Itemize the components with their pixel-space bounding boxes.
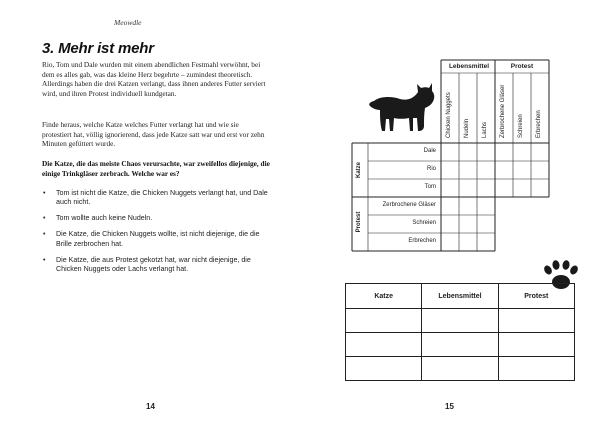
clue-item: • Tom ist nicht die Katze, die Chicken Nuggets verlangt hat, und Dale auch nicht.	[42, 189, 274, 208]
clue-item: • Die Katze, die Chicken Nuggets wollte, ist nicht diejenige, die die Brille zerbrochen hat.	[42, 230, 274, 249]
solution-header-protest: Protest	[498, 284, 574, 309]
solution-cell[interactable]	[498, 309, 574, 333]
column-group-lebensmittel: Lebensmittel	[448, 63, 490, 70]
solution-table	[345, 283, 575, 381]
intro-paragraph: Rio, Tom und Dale wurden mit einem abendlichen Festmahl verwöhnt, bei dem es alles gab, was das kleine Herz begehrte – zumindest theoretisch. Allerdings haben die drei Katzen verlangt, dass ihnen anderes Futter serviert wird, und ihren Protest individuell kundgetan.	[42, 60, 266, 98]
table-row	[346, 357, 575, 381]
column-label-nudeln: Nudeln	[464, 118, 470, 138]
row-label-dale: Dale	[423, 148, 436, 154]
solution-cell[interactable]	[346, 333, 422, 357]
row-group-protest: Protest	[356, 211, 362, 233]
clue-list	[42, 189, 274, 281]
grid-lines	[352, 60, 549, 251]
solution-header-row	[346, 284, 575, 309]
row-label-zerbrochene-glaeser: Zerbrochene Gläser	[382, 202, 436, 208]
row-group-katze: Katze	[356, 161, 362, 179]
column-label-zerbrochene-glaeser: Zerbrochene Gläser	[500, 84, 506, 138]
solution-cell[interactable]	[498, 357, 574, 381]
page-number-right: 15	[445, 402, 454, 411]
chapter-title: 3. Mehr ist mehr	[42, 40, 154, 57]
table-row	[346, 333, 575, 357]
table-row	[346, 309, 575, 333]
column-group-protest: Protest	[510, 63, 534, 70]
solution-cell[interactable]	[346, 357, 422, 381]
solution-header-katze: Katze	[346, 284, 422, 309]
clue-item: • Die Katze, die aus Protest gekotzt hat, war nicht diejenige, die Chicken Nuggets oder Lachs verlangt hat.	[42, 256, 274, 275]
running-head: Meowdle	[114, 18, 142, 27]
clue-item: • Tom wollte auch keine Nudeln.	[42, 214, 274, 223]
cat-silhouette-icon	[369, 83, 434, 131]
row-label-tom: Tom	[424, 184, 436, 190]
solution-cell[interactable]	[422, 357, 498, 381]
solution-cell[interactable]	[422, 309, 498, 333]
column-label-chicken-nuggets: Chicken Nuggets	[446, 92, 452, 138]
solution-cell[interactable]	[498, 333, 574, 357]
page-number-left: 14	[146, 402, 155, 411]
right-page	[300, 0, 600, 426]
puzzle-question: Die Katze, die das meiste Chaos verursachte, war zweifellos diejenige, die einige Trinkgläser zerbrach. Welche war es?	[42, 159, 270, 178]
row-label-schreien: Schreien	[412, 220, 436, 226]
solution-cell[interactable]	[422, 333, 498, 357]
task-paragraph: Finde heraus, welche Katze welches Futter verlangt hat und wie sie protestiert hat, völlig ignorierend, dass jede Katze satt war und erst vor zehn Minuten gefüttert wurde.	[42, 120, 265, 149]
column-label-lachs: Lachs	[482, 121, 488, 138]
column-label-schreien: Schreien	[518, 114, 524, 138]
column-label-erbrechen: Erbrechen	[536, 110, 542, 138]
solution-header-lebensmittel: Lebensmittel	[422, 284, 498, 309]
solution-cell[interactable]	[346, 309, 422, 333]
row-label-rio: Rio	[426, 166, 436, 172]
row-label-erbrechen: Erbrechen	[408, 238, 436, 244]
